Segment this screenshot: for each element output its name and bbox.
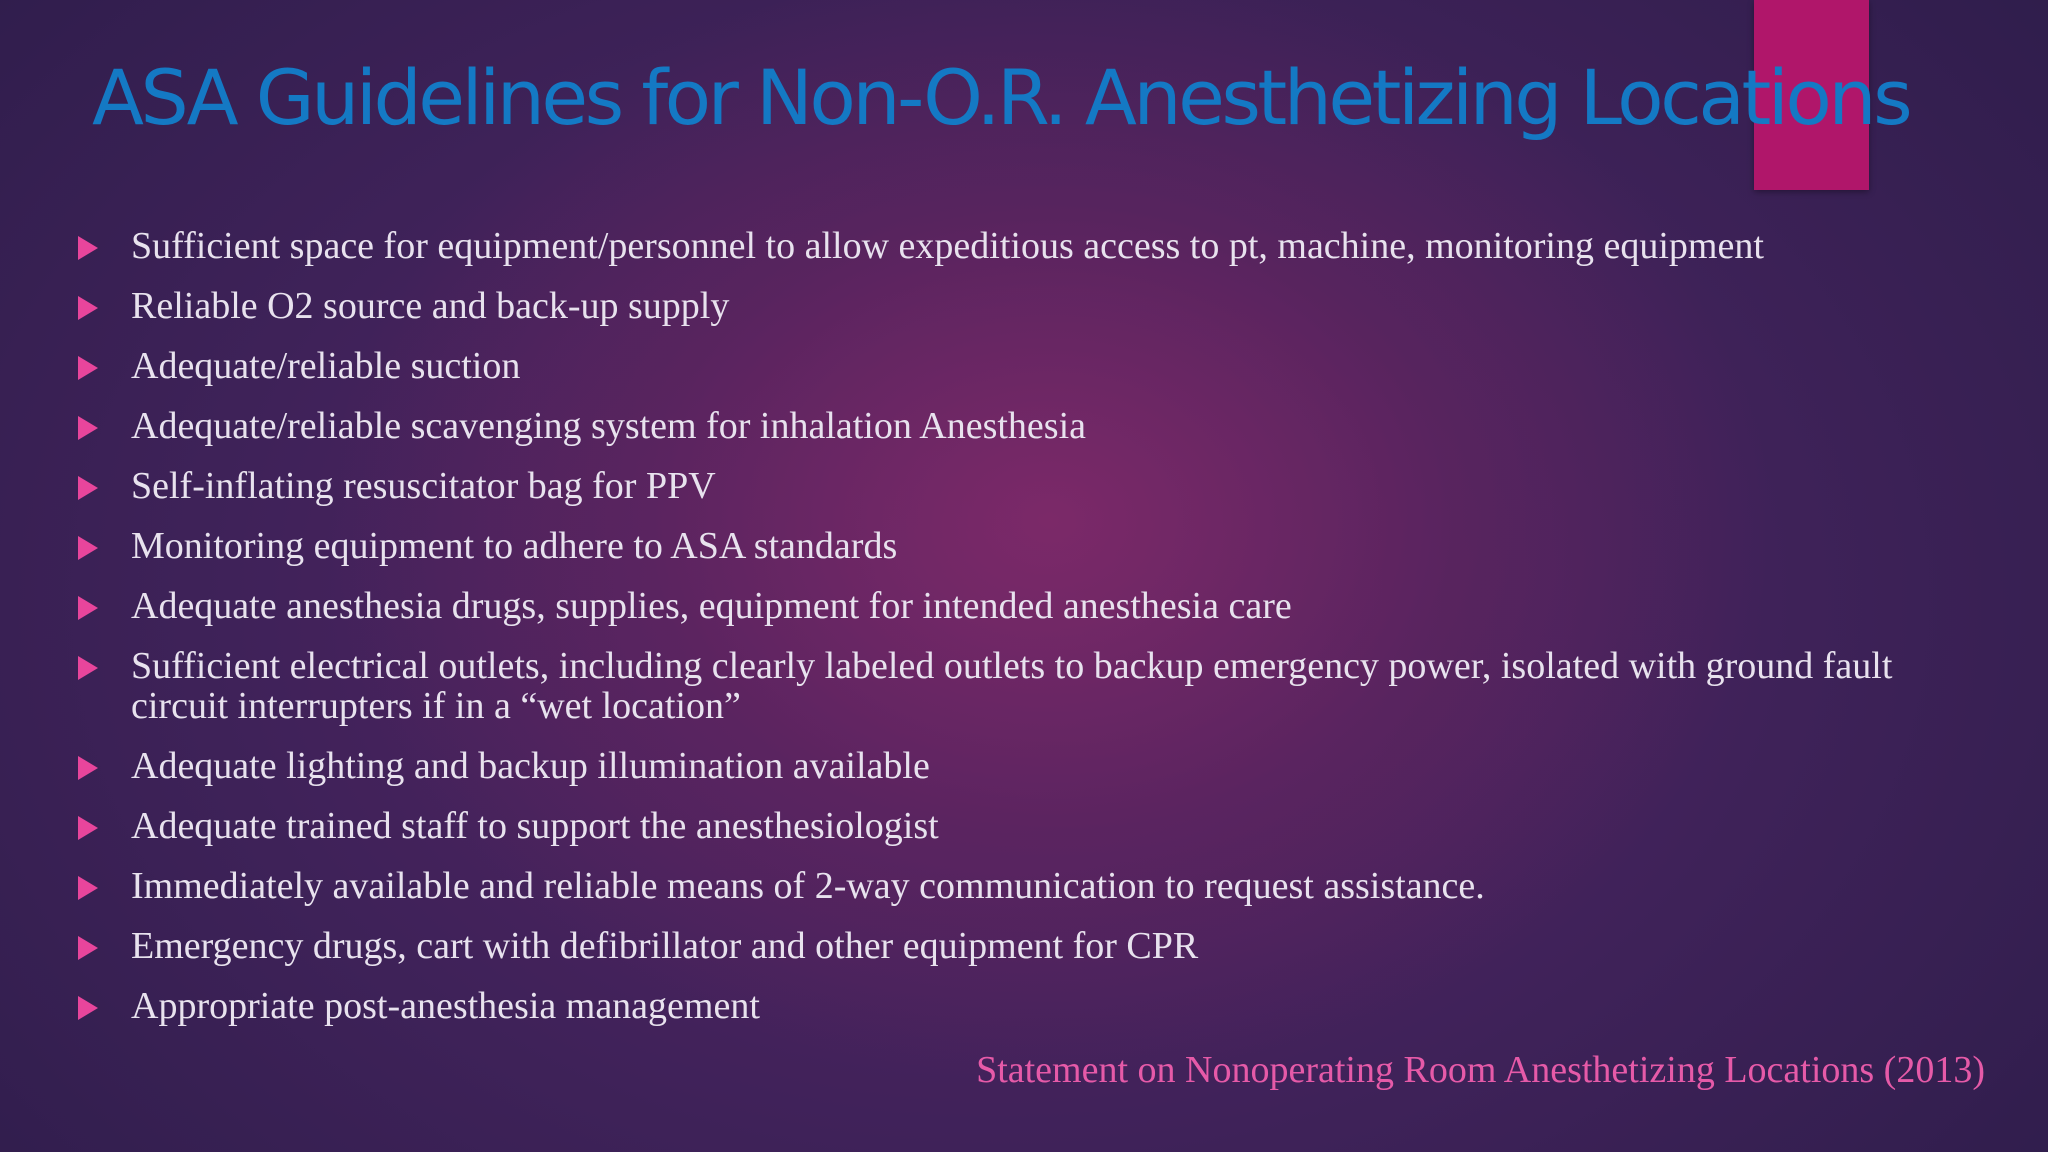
bullet-item — [0, 926, 2048, 966]
bullet-text: Sufficient electrical outlets, including clearly labeled outlets to backup emergency power, isolated with ground fault circuit interrupters if in a “wet location” — [131, 645, 1893, 727]
bullet-triangle-icon — [78, 416, 98, 440]
bullet-triangle-icon — [78, 356, 98, 380]
bullet-list — [0, 226, 2048, 1046]
bullet-item — [0, 286, 2048, 326]
bullet-text: Adequate/reliable suction — [131, 345, 521, 387]
bullet-triangle-icon — [78, 876, 98, 900]
bullet-text: Adequate/reliable scavenging system for inhalation Anesthesia — [131, 405, 1086, 447]
bullet-item — [0, 746, 2048, 786]
bullet-item — [0, 526, 2048, 566]
bullet-triangle-icon — [78, 536, 98, 560]
bullet-text: Reliable O2 source and back-up supply — [131, 285, 730, 327]
bullet-item — [0, 406, 2048, 446]
bullet-text: Emergency drugs, cart with defibrillator and other equipment for CPR — [131, 925, 1199, 967]
bullet-triangle-icon — [78, 476, 98, 500]
bullet-text: Sufficient space for equipment/personnel to allow expeditious access to pt, machine, monitoring equipment — [131, 225, 1764, 267]
bullet-item — [0, 646, 2048, 726]
bullet-item — [0, 346, 2048, 386]
bullet-triangle-icon — [78, 936, 98, 960]
bullet-triangle-icon — [78, 816, 98, 840]
bullet-item — [0, 466, 2048, 506]
bullet-item — [0, 226, 2048, 266]
bullet-item — [0, 586, 2048, 626]
bullet-triangle-icon — [78, 296, 98, 320]
bullet-text: Adequate trained staff to support the anesthesiologist — [131, 805, 939, 847]
bullet-text: Self-inflating resuscitator bag for PPV — [131, 465, 716, 507]
bullet-item — [0, 986, 2048, 1026]
bullet-item — [0, 866, 2048, 906]
bullet-text: Adequate lighting and backup illumination available — [131, 745, 930, 787]
bullet-item — [0, 806, 2048, 846]
bullet-triangle-icon — [78, 756, 98, 780]
bullet-text: Monitoring equipment to adhere to ASA standards — [131, 525, 898, 567]
bullet-text: Appropriate post-anesthesia management — [131, 985, 760, 1027]
slide-title: ASA Guidelines for Non-O.R. Anesthetizing Locations — [92, 53, 1910, 142]
bullet-text: Immediately available and reliable means of 2-way communication to request assistance. — [131, 865, 1485, 907]
bullet-text: Adequate anesthesia drugs, supplies, equipment for intended anesthesia care — [131, 585, 1292, 627]
source-citation: Statement on Nonoperating Room Anesthetizing Locations (2013) — [976, 1049, 1985, 1091]
bullet-triangle-icon — [78, 996, 98, 1020]
bullet-triangle-icon — [78, 656, 98, 680]
bullet-triangle-icon — [78, 236, 98, 260]
bullet-triangle-icon — [78, 596, 98, 620]
